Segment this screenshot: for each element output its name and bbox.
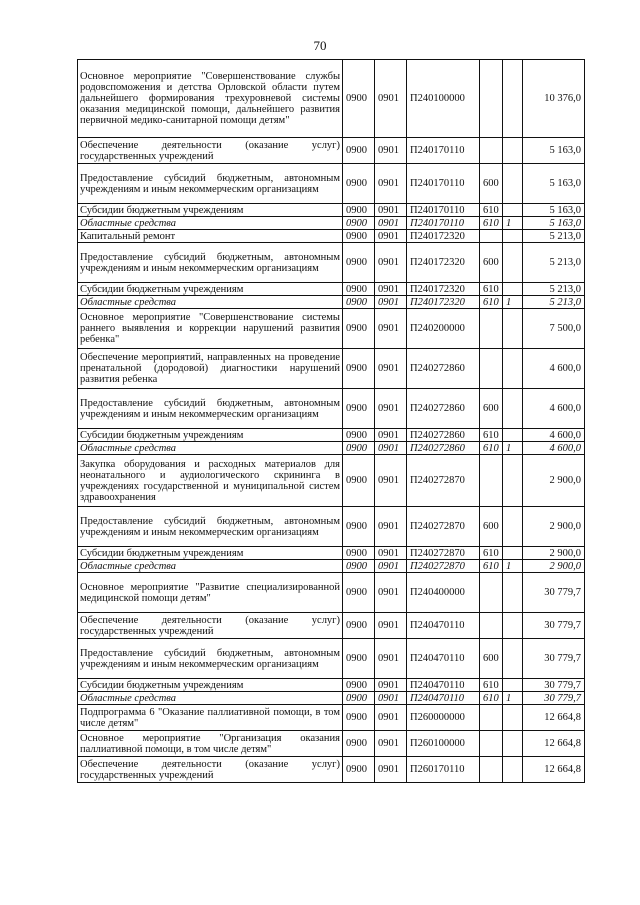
row-amount-cell: 12 664,8	[523, 705, 585, 731]
row-subsection-cell: 0901	[375, 442, 407, 455]
row-section-cell: 0900	[343, 731, 375, 757]
row-amount-cell: 5 163,0	[523, 138, 585, 164]
row-source-cell	[503, 138, 523, 164]
row-expense-type-cell: 610	[480, 296, 503, 309]
row-source-cell	[503, 429, 523, 442]
table-row	[78, 429, 585, 442]
row-section-cell: 0900	[343, 560, 375, 573]
row-subsection-cell: 0901	[375, 429, 407, 442]
row-name-cell: Областные средства	[78, 560, 343, 573]
row-target-article-cell: П240172320	[407, 283, 480, 296]
row-section-cell: 0900	[343, 442, 375, 455]
row-amount-cell: 2 900,0	[523, 547, 585, 560]
row-amount-cell: 30 779,7	[523, 573, 585, 613]
row-expense-type-cell: 600	[480, 164, 503, 204]
row-name-cell: Обеспечение деятельности (оказание услуг) государственных учреждений	[78, 138, 343, 164]
row-subsection-cell: 0901	[375, 296, 407, 309]
row-expense-type-cell	[480, 573, 503, 613]
row-name-cell: Субсидии бюджетным учреждениям	[78, 429, 343, 442]
row-name-cell: Предоставление субсидий бюджетным, автономным учреждениям и иным некоммерческим организациям	[78, 243, 343, 283]
row-subsection-cell: 0901	[375, 138, 407, 164]
row-expense-type-cell: 610	[480, 547, 503, 560]
row-source-cell	[503, 547, 523, 560]
row-section-cell: 0900	[343, 705, 375, 731]
row-subsection-cell: 0901	[375, 204, 407, 217]
row-expense-type-cell: 600	[480, 389, 503, 429]
row-amount-cell: 12 664,8	[523, 731, 585, 757]
table-row	[78, 705, 585, 731]
row-expense-type-cell: 610	[480, 442, 503, 455]
row-section-cell: 0900	[343, 283, 375, 296]
row-source-cell	[503, 455, 523, 507]
row-source-cell	[503, 613, 523, 639]
row-name-cell: Основное мероприятие "Развитие специализированной медицинской помощи детям"	[78, 573, 343, 613]
table-row	[78, 138, 585, 164]
row-section-cell: 0900	[343, 230, 375, 243]
row-target-article-cell: П240272860	[407, 349, 480, 389]
row-subsection-cell: 0901	[375, 60, 407, 138]
row-name-cell: Предоставление субсидий бюджетным, автономным учреждениям и иным некоммерческим организациям	[78, 507, 343, 547]
table-row	[78, 283, 585, 296]
table-row	[78, 455, 585, 507]
table-row	[78, 507, 585, 547]
row-source-cell	[503, 349, 523, 389]
row-section-cell: 0900	[343, 296, 375, 309]
row-source-cell	[503, 164, 523, 204]
row-target-article-cell: П240470110	[407, 679, 480, 692]
row-target-article-cell: П260170110	[407, 757, 480, 783]
row-subsection-cell: 0901	[375, 455, 407, 507]
row-section-cell: 0900	[343, 164, 375, 204]
table-row	[78, 442, 585, 455]
row-expense-type-cell	[480, 138, 503, 164]
row-expense-type-cell	[480, 757, 503, 783]
row-source-cell: 1	[503, 217, 523, 230]
row-name-cell: Капитальный ремонт	[78, 230, 343, 243]
row-subsection-cell: 0901	[375, 389, 407, 429]
row-subsection-cell: 0901	[375, 217, 407, 230]
row-amount-cell: 30 779,7	[523, 692, 585, 705]
row-amount-cell: 4 600,0	[523, 442, 585, 455]
row-section-cell: 0900	[343, 309, 375, 349]
row-subsection-cell: 0901	[375, 731, 407, 757]
row-target-article-cell: П240272870	[407, 547, 480, 560]
row-section-cell: 0900	[343, 138, 375, 164]
row-source-cell	[503, 679, 523, 692]
table-row	[78, 757, 585, 783]
row-expense-type-cell: 610	[480, 204, 503, 217]
row-target-article-cell: П240470110	[407, 692, 480, 705]
row-amount-cell: 5 163,0	[523, 164, 585, 204]
row-name-cell: Субсидии бюджетным учреждениям	[78, 679, 343, 692]
table-row	[78, 692, 585, 705]
table-row	[78, 547, 585, 560]
row-expense-type-cell: 610	[480, 217, 503, 230]
row-target-article-cell: П240172320	[407, 296, 480, 309]
row-source-cell	[503, 204, 523, 217]
row-name-cell: Субсидии бюджетным учреждениям	[78, 547, 343, 560]
row-name-cell: Основное мероприятие "Совершенствование системы раннего выявления и коррекции нарушений развития ребенка"	[78, 309, 343, 349]
row-name-cell: Подпрограмма 6 "Оказание паллиативной помощи, в том числе детям"	[78, 705, 343, 731]
row-subsection-cell: 0901	[375, 507, 407, 547]
row-section-cell: 0900	[343, 547, 375, 560]
row-source-cell	[503, 731, 523, 757]
row-name-cell: Основное мероприятие "Совершенствование службы родовспоможения и детства Орловской области путем дальнейшего формирования трехуровневой системы оказания медицинской помощи, дальнейшего развития первичной медико-санитарной помощи детям"	[78, 60, 343, 138]
row-name-cell: Основное мероприятие "Организация оказания паллиативной помощи, в том числе детям"	[78, 731, 343, 757]
row-name-cell: Субсидии бюджетным учреждениям	[78, 204, 343, 217]
row-section-cell: 0900	[343, 679, 375, 692]
row-target-article-cell: П240272860	[407, 442, 480, 455]
table-row	[78, 639, 585, 679]
row-expense-type-cell: 610	[480, 429, 503, 442]
row-target-article-cell: П240272870	[407, 560, 480, 573]
row-amount-cell: 5 213,0	[523, 230, 585, 243]
row-source-cell	[503, 230, 523, 243]
row-name-cell: Областные средства	[78, 296, 343, 309]
row-section-cell: 0900	[343, 455, 375, 507]
row-name-cell: Областные средства	[78, 217, 343, 230]
row-amount-cell: 5 213,0	[523, 243, 585, 283]
row-source-cell: 1	[503, 442, 523, 455]
row-section-cell: 0900	[343, 507, 375, 547]
row-expense-type-cell	[480, 613, 503, 639]
row-target-article-cell: П240170110	[407, 204, 480, 217]
row-name-cell: Предоставление субсидий бюджетным, автономным учреждениям и иным некоммерческим организациям	[78, 639, 343, 679]
row-expense-type-cell	[480, 309, 503, 349]
row-expense-type-cell: 610	[480, 679, 503, 692]
row-amount-cell: 10 376,0	[523, 60, 585, 138]
table-row	[78, 349, 585, 389]
row-name-cell: Областные средства	[78, 692, 343, 705]
row-amount-cell: 30 779,7	[523, 679, 585, 692]
row-name-cell: Областные средства	[78, 442, 343, 455]
budget-table	[77, 59, 585, 783]
row-source-cell	[503, 507, 523, 547]
table-row	[78, 560, 585, 573]
row-target-article-cell: П240172320	[407, 230, 480, 243]
row-target-article-cell: П240172320	[407, 243, 480, 283]
row-subsection-cell: 0901	[375, 679, 407, 692]
row-source-cell	[503, 283, 523, 296]
row-expense-type-cell	[480, 705, 503, 731]
row-section-cell: 0900	[343, 204, 375, 217]
row-subsection-cell: 0901	[375, 573, 407, 613]
table-row	[78, 243, 585, 283]
row-expense-type-cell	[480, 455, 503, 507]
table-row	[78, 731, 585, 757]
row-subsection-cell: 0901	[375, 283, 407, 296]
row-source-cell: 1	[503, 560, 523, 573]
row-target-article-cell: П240170110	[407, 164, 480, 204]
row-subsection-cell: 0901	[375, 692, 407, 705]
table-row	[78, 613, 585, 639]
row-amount-cell: 2 900,0	[523, 455, 585, 507]
row-source-cell	[503, 757, 523, 783]
row-subsection-cell: 0901	[375, 309, 407, 349]
row-name-cell: Обеспечение деятельности (оказание услуг) государственных учреждений	[78, 613, 343, 639]
row-subsection-cell: 0901	[375, 560, 407, 573]
table-row	[78, 573, 585, 613]
row-target-article-cell: П240170110	[407, 217, 480, 230]
row-source-cell	[503, 389, 523, 429]
row-amount-cell: 5 213,0	[523, 283, 585, 296]
row-source-cell	[503, 243, 523, 283]
row-subsection-cell: 0901	[375, 613, 407, 639]
row-source-cell: 1	[503, 692, 523, 705]
row-expense-type-cell	[480, 731, 503, 757]
row-section-cell: 0900	[343, 639, 375, 679]
table-row	[78, 679, 585, 692]
row-section-cell: 0900	[343, 243, 375, 283]
row-subsection-cell: 0901	[375, 757, 407, 783]
row-target-article-cell: П240400000	[407, 573, 480, 613]
row-section-cell: 0900	[343, 389, 375, 429]
row-section-cell: 0900	[343, 573, 375, 613]
row-section-cell: 0900	[343, 692, 375, 705]
row-expense-type-cell: 600	[480, 639, 503, 679]
row-target-article-cell: П240200000	[407, 309, 480, 349]
table-row	[78, 230, 585, 243]
row-target-article-cell: П240170110	[407, 138, 480, 164]
row-target-article-cell: П260000000	[407, 705, 480, 731]
row-amount-cell: 4 600,0	[523, 349, 585, 389]
row-expense-type-cell	[480, 60, 503, 138]
row-amount-cell: 4 600,0	[523, 429, 585, 442]
row-target-article-cell: П260100000	[407, 731, 480, 757]
row-name-cell: Закупка оборудования и расходных материалов для неонатального и аудиологического скрининга в учреждениях государственной и муниципальной систем здравоохранения	[78, 455, 343, 507]
row-target-article-cell: П240272870	[407, 507, 480, 547]
row-target-article-cell: П240100000	[407, 60, 480, 138]
row-target-article-cell: П240470110	[407, 613, 480, 639]
row-subsection-cell: 0901	[375, 243, 407, 283]
row-target-article-cell: П240272870	[407, 455, 480, 507]
row-section-cell: 0900	[343, 429, 375, 442]
row-amount-cell: 5 163,0	[523, 217, 585, 230]
row-section-cell: 0900	[343, 60, 375, 138]
row-subsection-cell: 0901	[375, 349, 407, 389]
table-row	[78, 309, 585, 349]
row-target-article-cell: П240272860	[407, 429, 480, 442]
row-target-article-cell: П240470110	[407, 639, 480, 679]
row-subsection-cell: 0901	[375, 547, 407, 560]
row-section-cell: 0900	[343, 613, 375, 639]
row-amount-cell: 2 900,0	[523, 560, 585, 573]
row-expense-type-cell: 610	[480, 283, 503, 296]
row-section-cell: 0900	[343, 217, 375, 230]
row-expense-type-cell	[480, 230, 503, 243]
row-amount-cell: 5 163,0	[523, 204, 585, 217]
row-expense-type-cell: 610	[480, 692, 503, 705]
row-name-cell: Предоставление субсидий бюджетным, автономным учреждениям и иным некоммерческим организациям	[78, 389, 343, 429]
page-number: 70	[313, 38, 327, 53]
row-source-cell	[503, 573, 523, 613]
row-source-cell	[503, 639, 523, 679]
row-amount-cell: 4 600,0	[523, 389, 585, 429]
row-subsection-cell: 0901	[375, 164, 407, 204]
row-source-cell: 1	[503, 296, 523, 309]
table-row	[78, 60, 585, 138]
row-amount-cell: 30 779,7	[523, 613, 585, 639]
row-name-cell: Обеспечение деятельности (оказание услуг) государственных учреждений	[78, 757, 343, 783]
row-source-cell	[503, 60, 523, 138]
table-row	[78, 389, 585, 429]
row-section-cell: 0900	[343, 757, 375, 783]
row-expense-type-cell: 610	[480, 560, 503, 573]
row-source-cell	[503, 309, 523, 349]
row-subsection-cell: 0901	[375, 639, 407, 679]
row-expense-type-cell: 600	[480, 243, 503, 283]
table-row	[78, 164, 585, 204]
row-subsection-cell: 0901	[375, 230, 407, 243]
row-name-cell: Обеспечение мероприятий, направленных на проведение пренатальной (дородовой) диагностики нарушений развития ребенка	[78, 349, 343, 389]
table-row	[78, 204, 585, 217]
budget-table-body	[78, 60, 585, 783]
row-amount-cell: 30 779,7	[523, 639, 585, 679]
row-amount-cell: 2 900,0	[523, 507, 585, 547]
row-expense-type-cell: 600	[480, 507, 503, 547]
row-amount-cell: 7 500,0	[523, 309, 585, 349]
row-source-cell	[503, 705, 523, 731]
row-expense-type-cell	[480, 349, 503, 389]
row-section-cell: 0900	[343, 349, 375, 389]
row-target-article-cell: П240272860	[407, 389, 480, 429]
table-row	[78, 217, 585, 230]
row-amount-cell: 5 213,0	[523, 296, 585, 309]
table-row	[78, 296, 585, 309]
row-name-cell: Субсидии бюджетным учреждениям	[78, 283, 343, 296]
row-name-cell: Предоставление субсидий бюджетным, автономным учреждениям и иным некоммерческим организациям	[78, 164, 343, 204]
row-amount-cell: 12 664,8	[523, 757, 585, 783]
row-subsection-cell: 0901	[375, 705, 407, 731]
